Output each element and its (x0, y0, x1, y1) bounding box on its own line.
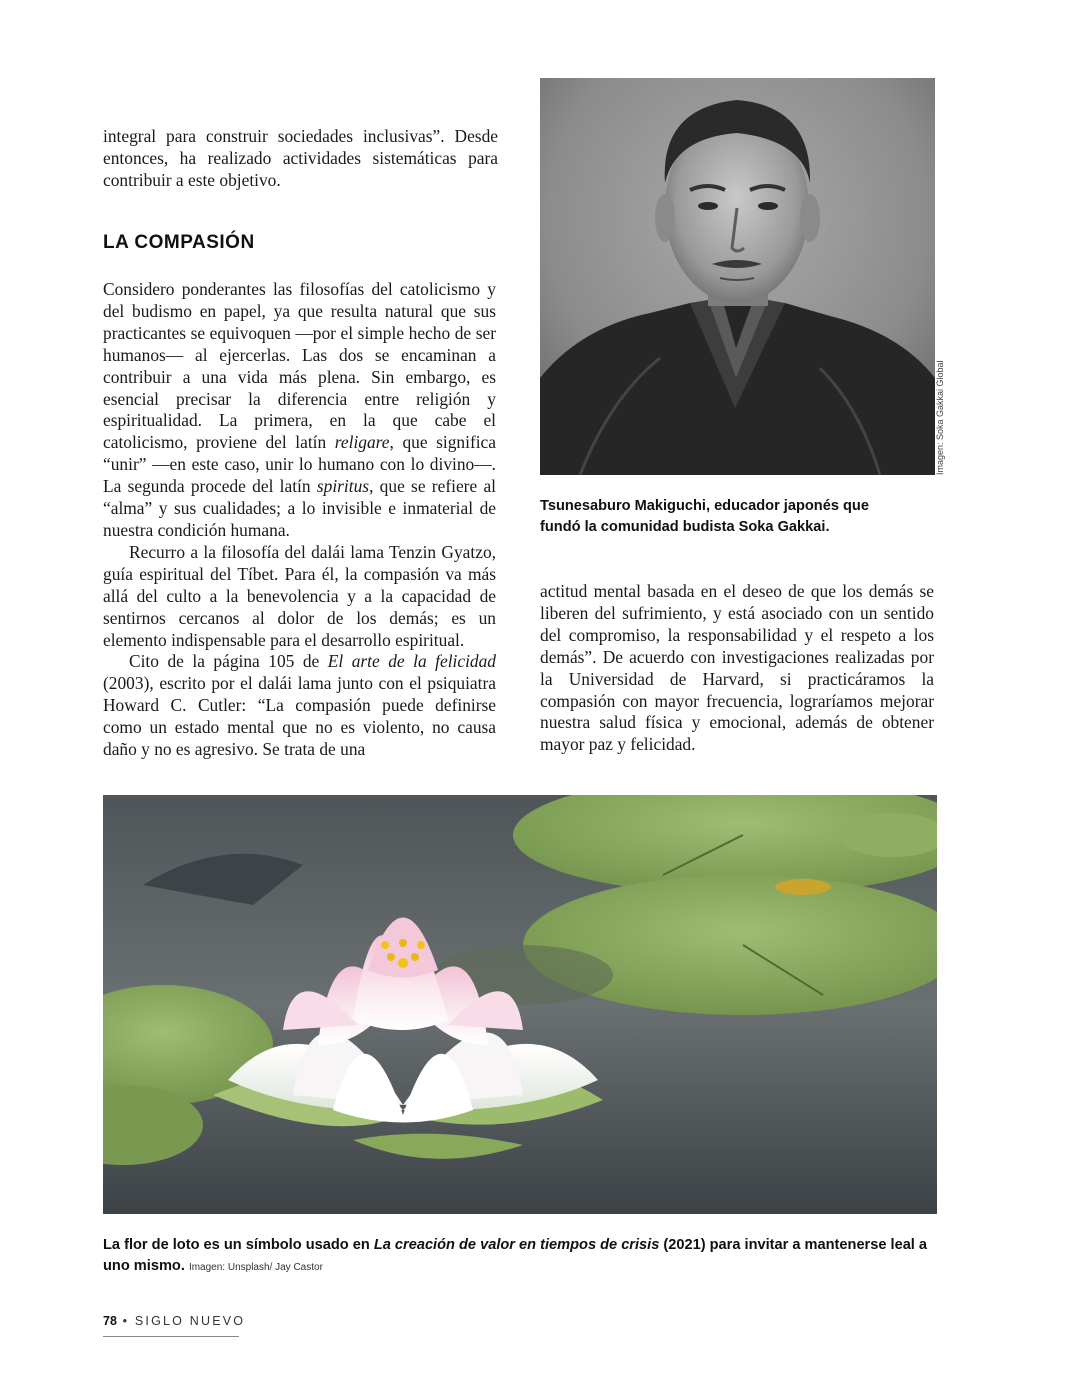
lotus-caption: La flor de loto es un símbolo usado en La creación de valor en tiempos de crisis (2021) para invitar a mantenerse leal a uno mismo. Imagen: Unsplash/ Jay Castor (103, 1237, 928, 1274)
lotus-credit: Imagen: Unsplash/ Jay Castor (188, 1262, 323, 1273)
portrait-photo (540, 78, 935, 475)
page-folio (103, 1314, 245, 1328)
book-title: El arte de la felicidad (327, 651, 496, 672)
magazine-name: SIGLO NUEVO (134, 1314, 246, 1328)
body-paragraph-3: Cito de la página 105 de El arte de la felicidad (2003), escrito por el dalái lama junto con el psiquiatra Howard C. Cutler: “La compasión puede definirse como un estado mental que no es violento, no causa daño y no es agresivo. Se trata de una (103, 651, 496, 760)
folio-separator: • (122, 1314, 130, 1328)
lotus-photo (103, 795, 937, 1214)
intro-paragraph: integral para construir sociedades inclusivas”. Desde entonces, ha realizado actividades sistemáticas para contribuir a este objetivo. (103, 126, 498, 190)
portrait-credit: Imagen: Soka Gakkai Global (935, 360, 945, 475)
body-paragraph-2: Recurro a la filosofía del dalái lama Tenzin Gyatzo, guía espiritual del Tíbet. Para él, la compasión va más allá del culto a la benevolencia y a la capacidad de sentirnos cercanos al dolor de los demás; es un elemento indispensable para el desarrollo espiritual. (103, 541, 496, 650)
section-heading: LA COMPASIÓN (103, 232, 255, 253)
page-number: 78 (103, 1314, 117, 1328)
left-column-body (103, 279, 496, 761)
footer-rule (103, 1336, 239, 1337)
latin-term-religare: religare (334, 432, 390, 453)
latin-term-spiritus: spiritus (316, 476, 370, 497)
body-paragraph-1: Considero ponderantes las filosofías del catolicismo y del budismo en papel, ya que resulta natural que sus practicantes se equivoquen —por el simple hecho de ser humanos— al ejercerlas. Las dos se encaminan a contribuir a una vida más plena. Sin embargo, es esencial precisar la diferencia entre religión y espiritualidad. La primera, en la que cabe el catolicismo, proviene del latín religare, que significa “unir” —en este caso, unir lo humano con lo divino—. La segunda procede del latín spiritus, que se refiere al “alma” y sus cualidades; a lo invisible e inmaterial de nuestra condición humana. (103, 279, 496, 540)
lotus-caption-book-title: La creación de valor en tiempos de crisis (373, 1237, 660, 1253)
portrait-caption: Tsunesaburo Makiguchi, educador japonés que fundó la comunidad budista Soka Gakkai. (540, 498, 869, 535)
body-paragraph-4: actitud mental basada en el deseo de que los demás se liberen del sufrimiento, y está asociado con un sentido del compromiso, la responsabilidad y el respeto a los demás”. De acuerdo con investigaciones realizadas por la Universidad de Harvard, si practicáramos la compasión con mayor frecuencia, lograríamos mejorar nuestra salud física y emocional, además de obtener mayor paz y felicidad. (540, 581, 934, 755)
right-column-body (540, 581, 934, 756)
left-column-intro (103, 126, 498, 192)
